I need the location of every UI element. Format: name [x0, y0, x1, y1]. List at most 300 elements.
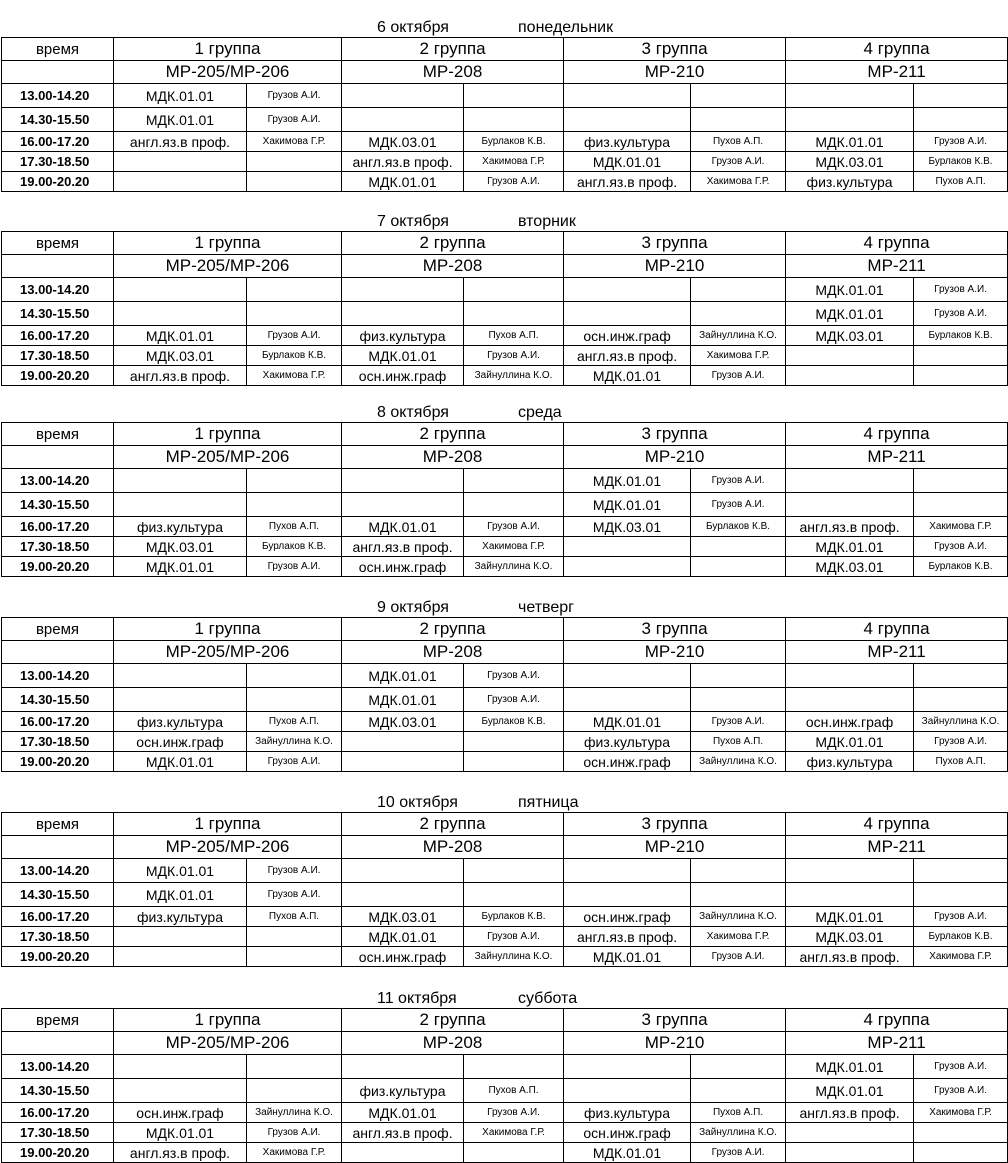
subject-cell: осн.инж.граф — [786, 712, 914, 732]
group-header-row — [2, 1009, 1008, 1032]
time-slot: 14.30-15.50 — [2, 108, 114, 132]
subject-cell: физ.культура — [114, 712, 247, 732]
teacher-cell: Хакимова Г.Р. — [914, 1103, 1008, 1123]
teacher-cell: Хакимова Г.Р. — [247, 132, 342, 152]
subject-cell: МДК.03.01 — [114, 346, 247, 366]
teacher-cell — [914, 346, 1008, 366]
subject-cell: МДК.01.01 — [786, 278, 914, 302]
table-row — [2, 947, 1008, 967]
time-slot: 13.00-14.20 — [2, 1055, 114, 1079]
teacher-cell: Бурлаков К.В. — [914, 152, 1008, 172]
group-code: МР-208 — [342, 641, 564, 664]
table-row — [2, 664, 1008, 688]
subject-cell: МДК.01.01 — [564, 947, 691, 967]
teacher-cell: Грузов А.И. — [691, 152, 786, 172]
day-weekday: пятница — [518, 794, 579, 811]
group-header: 1 группа — [114, 232, 342, 255]
empty-cell — [2, 1032, 114, 1055]
teacher-cell — [247, 664, 342, 688]
table-row — [2, 732, 1008, 752]
teacher-cell — [691, 1079, 786, 1103]
subject-cell — [114, 278, 247, 302]
subject-cell — [342, 859, 464, 883]
group-code: МР-205/МР-206 — [114, 255, 342, 278]
subject-cell: МДК.01.01 — [564, 469, 691, 493]
table-row — [2, 132, 1008, 152]
subject-cell — [114, 947, 247, 967]
schedule-table — [1, 812, 1008, 967]
teacher-cell: Грузов А.И. — [464, 172, 564, 192]
teacher-cell: Зайнуллина К.О. — [691, 326, 786, 346]
day-title — [0, 792, 1008, 814]
teacher-cell — [691, 278, 786, 302]
teacher-cell — [464, 108, 564, 132]
time-slot: 14.30-15.50 — [2, 883, 114, 907]
group-code: МР-205/МР-206 — [114, 641, 342, 664]
empty-cell — [2, 255, 114, 278]
teacher-cell: Хакимова Г.Р. — [464, 1123, 564, 1143]
subject-cell — [564, 84, 691, 108]
empty-cell — [2, 836, 114, 859]
group-header: 3 группа — [564, 423, 786, 446]
teacher-cell — [914, 84, 1008, 108]
subject-cell: МДК.01.01 — [114, 108, 247, 132]
teacher-cell: Бурлаков К.В. — [464, 907, 564, 927]
subject-cell — [564, 537, 691, 557]
group-code: МР-211 — [786, 641, 1008, 664]
day-weekday: суббота — [518, 990, 578, 1007]
teacher-cell: Хакимова Г.Р. — [914, 947, 1008, 967]
group-header: 1 группа — [114, 38, 342, 61]
subject-cell — [564, 557, 691, 577]
teacher-cell: Пухов А.П. — [247, 517, 342, 537]
subject-cell: МДК.03.01 — [342, 907, 464, 927]
subject-cell — [564, 278, 691, 302]
teacher-cell — [691, 302, 786, 326]
subject-cell: МДК.01.01 — [114, 326, 247, 346]
day-date: 9 октября — [377, 599, 449, 616]
teacher-cell — [691, 1055, 786, 1079]
day-date: 10 октября — [377, 794, 458, 811]
teacher-cell — [464, 84, 564, 108]
time-slot: 19.00-20.20 — [2, 1143, 114, 1163]
subject-cell: МДК.03.01 — [786, 326, 914, 346]
teacher-cell: Бурлаков К.В. — [691, 517, 786, 537]
subject-cell: осн.инж.граф — [342, 947, 464, 967]
subject-cell: англ.яз.в проф. — [564, 346, 691, 366]
subject-cell: физ.культура — [786, 172, 914, 192]
group-code: МР-208 — [342, 61, 564, 84]
time-slot: 13.00-14.20 — [2, 469, 114, 493]
group-code-row — [2, 836, 1008, 859]
subject-cell: осн.инж.граф — [342, 557, 464, 577]
group-code-row — [2, 1032, 1008, 1055]
teacher-cell — [464, 883, 564, 907]
teacher-cell: Грузов А.И. — [914, 302, 1008, 326]
teacher-cell: Хакимова Г.Р. — [691, 346, 786, 366]
subject-cell: осн.инж.граф — [564, 752, 691, 772]
table-row — [2, 152, 1008, 172]
subject-cell — [114, 664, 247, 688]
subject-cell — [786, 1123, 914, 1143]
group-header: 4 группа — [786, 232, 1008, 255]
subject-cell: англ.яз.в проф. — [114, 1143, 247, 1163]
teacher-cell: Грузов А.И. — [691, 493, 786, 517]
subject-cell — [114, 172, 247, 192]
table-row — [2, 326, 1008, 346]
teacher-cell — [914, 366, 1008, 386]
group-code: МР-211 — [786, 61, 1008, 84]
subject-cell: физ.культура — [564, 1103, 691, 1123]
group-code: МР-205/МР-206 — [114, 1032, 342, 1055]
group-header: 3 группа — [564, 38, 786, 61]
teacher-cell — [247, 1079, 342, 1103]
schedule-table — [1, 1008, 1008, 1163]
teacher-cell: Хакимова Г.Р. — [247, 366, 342, 386]
subject-cell: англ.яз.в проф. — [564, 927, 691, 947]
subject-cell — [786, 493, 914, 517]
table-row — [2, 366, 1008, 386]
teacher-cell — [247, 688, 342, 712]
teacher-cell: Хакимова Г.Р. — [464, 537, 564, 557]
group-code: МР-210 — [564, 61, 786, 84]
subject-cell: англ.яз.в проф. — [114, 366, 247, 386]
day-title — [0, 17, 1008, 39]
table-row — [2, 1079, 1008, 1103]
group-code: МР-211 — [786, 446, 1008, 469]
teacher-cell: Грузов А.И. — [247, 84, 342, 108]
teacher-cell — [247, 1055, 342, 1079]
teacher-cell: Грузов А.И. — [914, 1055, 1008, 1079]
day-date: 6 октября — [377, 19, 449, 36]
subject-cell: МДК.01.01 — [114, 752, 247, 772]
subject-cell — [786, 346, 914, 366]
teacher-cell — [691, 883, 786, 907]
subject-cell: англ.яз.в проф. — [786, 517, 914, 537]
time-slot: 19.00-20.20 — [2, 752, 114, 772]
table-row — [2, 108, 1008, 132]
subject-cell — [342, 883, 464, 907]
teacher-cell: Хакимова Г.Р. — [247, 1143, 342, 1163]
subject-cell: физ.культура — [342, 1079, 464, 1103]
teacher-cell: Пухов А.П. — [691, 732, 786, 752]
subject-cell: МДК.01.01 — [786, 732, 914, 752]
day-title — [0, 211, 1008, 233]
group-header: 2 группа — [342, 38, 564, 61]
table-row — [2, 278, 1008, 302]
group-header: 2 группа — [342, 1009, 564, 1032]
subject-cell — [786, 664, 914, 688]
day-weekday: четверг — [518, 599, 574, 616]
teacher-cell — [464, 493, 564, 517]
teacher-cell: Бурлаков К.В. — [464, 132, 564, 152]
subject-cell: МДК.01.01 — [564, 152, 691, 172]
subject-cell: МДК.01.01 — [342, 517, 464, 537]
teacher-cell — [464, 1143, 564, 1163]
teacher-cell: Бурлаков К.В. — [914, 927, 1008, 947]
teacher-cell: Бурлаков К.В. — [914, 326, 1008, 346]
time-slot: 17.30-18.50 — [2, 732, 114, 752]
schedule-table — [1, 37, 1008, 192]
subject-cell: осн.инж.граф — [114, 1103, 247, 1123]
subject-cell — [564, 302, 691, 326]
teacher-cell — [247, 927, 342, 947]
group-code: МР-208 — [342, 255, 564, 278]
group-code: МР-208 — [342, 836, 564, 859]
subject-cell — [114, 1055, 247, 1079]
group-code: МР-210 — [564, 446, 786, 469]
time-slot: 14.30-15.50 — [2, 493, 114, 517]
subject-cell: англ.яз.в проф. — [342, 152, 464, 172]
group-header: 1 группа — [114, 618, 342, 641]
subject-cell — [564, 664, 691, 688]
subject-cell: МДК.01.01 — [114, 84, 247, 108]
teacher-cell: Зайнуллина К.О. — [691, 907, 786, 927]
group-code: МР-211 — [786, 836, 1008, 859]
teacher-cell: Грузов А.И. — [691, 366, 786, 386]
subject-cell: МДК.03.01 — [342, 712, 464, 732]
subject-cell — [786, 366, 914, 386]
table-row — [2, 537, 1008, 557]
group-header: 1 группа — [114, 813, 342, 836]
teacher-cell: Грузов А.И. — [914, 1079, 1008, 1103]
teacher-cell — [914, 469, 1008, 493]
teacher-cell — [464, 859, 564, 883]
table-row — [2, 1055, 1008, 1079]
teacher-cell — [914, 1123, 1008, 1143]
time-column-header: время — [2, 38, 114, 61]
table-row — [2, 302, 1008, 326]
teacher-cell: Зайнуллина К.О. — [464, 366, 564, 386]
subject-cell: физ.культура — [114, 907, 247, 927]
teacher-cell: Грузов А.И. — [914, 537, 1008, 557]
group-code-row — [2, 61, 1008, 84]
time-slot: 16.00-17.20 — [2, 517, 114, 537]
table-row — [2, 907, 1008, 927]
teacher-cell: Грузов А.И. — [691, 1143, 786, 1163]
group-header-row — [2, 38, 1008, 61]
teacher-cell: Грузов А.И. — [691, 712, 786, 732]
group-header-row — [2, 423, 1008, 446]
time-slot: 14.30-15.50 — [2, 302, 114, 326]
day-date: 7 октября — [377, 213, 449, 230]
time-column-header: время — [2, 232, 114, 255]
teacher-cell: Грузов А.И. — [247, 883, 342, 907]
subject-cell: МДК.01.01 — [342, 1103, 464, 1123]
empty-cell — [2, 641, 114, 664]
teacher-cell: Грузов А.И. — [247, 108, 342, 132]
teacher-cell: Зайнуллина К.О. — [247, 732, 342, 752]
subject-cell — [786, 84, 914, 108]
subject-cell: МДК.01.01 — [342, 688, 464, 712]
table-row — [2, 493, 1008, 517]
group-header: 4 группа — [786, 1009, 1008, 1032]
time-slot: 16.00-17.20 — [2, 907, 114, 927]
day-title — [0, 597, 1008, 619]
teacher-cell: Пухов А.П. — [464, 326, 564, 346]
subject-cell: физ.культура — [564, 732, 691, 752]
subject-cell: МДК.01.01 — [114, 1123, 247, 1143]
teacher-cell: Бурлаков К.В. — [247, 537, 342, 557]
subject-cell — [114, 493, 247, 517]
group-header: 2 группа — [342, 232, 564, 255]
time-column-header: время — [2, 1009, 114, 1032]
time-slot: 13.00-14.20 — [2, 84, 114, 108]
day-date: 11 октября — [377, 990, 457, 1007]
table-row — [2, 688, 1008, 712]
group-code-row — [2, 255, 1008, 278]
subject-cell — [342, 1143, 464, 1163]
subject-cell: МДК.01.01 — [564, 1143, 691, 1163]
group-code: МР-210 — [564, 641, 786, 664]
teacher-cell — [464, 1055, 564, 1079]
subject-cell — [114, 1079, 247, 1103]
teacher-cell: Бурлаков К.В. — [247, 346, 342, 366]
table-row — [2, 883, 1008, 907]
group-code: МР-211 — [786, 255, 1008, 278]
group-code: МР-210 — [564, 1032, 786, 1055]
subject-cell — [342, 278, 464, 302]
subject-cell: англ.яз.в проф. — [342, 537, 464, 557]
subject-cell: МДК.03.01 — [114, 537, 247, 557]
subject-cell: МДК.03.01 — [786, 152, 914, 172]
teacher-cell: Грузов А.И. — [914, 132, 1008, 152]
subject-cell: МДК.01.01 — [786, 302, 914, 326]
group-header-row — [2, 618, 1008, 641]
subject-cell: МДК.01.01 — [564, 366, 691, 386]
teacher-cell — [464, 469, 564, 493]
table-row — [2, 469, 1008, 493]
time-slot: 17.30-18.50 — [2, 152, 114, 172]
subject-cell — [564, 859, 691, 883]
group-code: МР-208 — [342, 1032, 564, 1055]
subject-cell — [564, 1055, 691, 1079]
time-slot: 17.30-18.50 — [2, 537, 114, 557]
time-slot: 17.30-18.50 — [2, 927, 114, 947]
group-code: МР-205/МР-206 — [114, 61, 342, 84]
teacher-cell: Грузов А.И. — [691, 469, 786, 493]
subject-cell: МДК.03.01 — [786, 927, 914, 947]
teacher-cell — [691, 84, 786, 108]
table-row — [2, 927, 1008, 947]
table-row — [2, 517, 1008, 537]
time-slot: 16.00-17.20 — [2, 712, 114, 732]
subject-cell: осн.инж.граф — [564, 907, 691, 927]
subject-cell: физ.культура — [342, 326, 464, 346]
day-weekday: понедельник — [518, 19, 614, 36]
subject-cell: осн.инж.граф — [342, 366, 464, 386]
group-header: 3 группа — [564, 813, 786, 836]
teacher-cell: Бурлаков К.В. — [464, 712, 564, 732]
group-header: 4 группа — [786, 38, 1008, 61]
subject-cell: осн.инж.граф — [564, 326, 691, 346]
group-header: 4 группа — [786, 423, 1008, 446]
group-code: МР-210 — [564, 255, 786, 278]
group-header: 2 группа — [342, 813, 564, 836]
teacher-cell: Грузов А.И. — [247, 859, 342, 883]
subject-cell: англ.яз.в проф. — [342, 1123, 464, 1143]
teacher-cell: Грузов А.И. — [464, 688, 564, 712]
time-slot: 16.00-17.20 — [2, 1103, 114, 1123]
teacher-cell: Грузов А.И. — [247, 326, 342, 346]
group-header: 3 группа — [564, 232, 786, 255]
subject-cell — [342, 108, 464, 132]
day-date: 8 октября — [377, 404, 449, 421]
subject-cell: МДК.01.01 — [342, 346, 464, 366]
subject-cell: МДК.01.01 — [564, 493, 691, 517]
time-slot: 13.00-14.20 — [2, 664, 114, 688]
group-header: 1 группа — [114, 1009, 342, 1032]
subject-cell — [342, 752, 464, 772]
empty-cell — [2, 446, 114, 469]
teacher-cell — [247, 947, 342, 967]
teacher-cell: Грузов А.И. — [914, 732, 1008, 752]
schedule-table — [1, 422, 1008, 577]
subject-cell: физ.культура — [786, 752, 914, 772]
subject-cell: МДК.03.01 — [564, 517, 691, 537]
subject-cell — [564, 883, 691, 907]
group-header: 2 группа — [342, 618, 564, 641]
teacher-cell: Пухов А.П. — [914, 172, 1008, 192]
subject-cell — [342, 493, 464, 517]
teacher-cell: Зайнуллина К.О. — [247, 1103, 342, 1123]
teacher-cell: Бурлаков К.В. — [914, 557, 1008, 577]
subject-cell: англ.яз.в проф. — [786, 947, 914, 967]
teacher-cell: Грузов А.И. — [464, 1103, 564, 1123]
subject-cell: МДК.03.01 — [786, 557, 914, 577]
day-title — [0, 402, 1008, 424]
group-header: 1 группа — [114, 423, 342, 446]
group-code: МР-205/МР-206 — [114, 446, 342, 469]
subject-cell: англ.яз.в проф. — [786, 1103, 914, 1123]
subject-cell — [342, 469, 464, 493]
subject-cell — [114, 152, 247, 172]
subject-cell: МДК.01.01 — [564, 712, 691, 732]
time-slot: 14.30-15.50 — [2, 1079, 114, 1103]
subject-cell: физ.культура — [564, 132, 691, 152]
teacher-cell — [464, 732, 564, 752]
schedule-table — [1, 231, 1008, 386]
time-slot: 17.30-18.50 — [2, 346, 114, 366]
time-column-header: время — [2, 423, 114, 446]
teacher-cell — [464, 278, 564, 302]
subject-cell: МДК.01.01 — [786, 537, 914, 557]
teacher-cell: Грузов А.И. — [464, 927, 564, 947]
teacher-cell: Грузов А.И. — [247, 557, 342, 577]
time-slot: 13.00-14.20 — [2, 278, 114, 302]
subject-cell — [342, 302, 464, 326]
group-header: 2 группа — [342, 423, 564, 446]
teacher-cell: Пухов А.П. — [691, 1103, 786, 1123]
time-column-header: время — [2, 813, 114, 836]
subject-cell: осн.инж.граф — [564, 1123, 691, 1143]
group-header: 3 группа — [564, 618, 786, 641]
teacher-cell — [247, 302, 342, 326]
group-header-row — [2, 232, 1008, 255]
time-slot: 16.00-17.20 — [2, 326, 114, 346]
teacher-cell: Хакимова Г.Р. — [691, 172, 786, 192]
teacher-cell: Грузов А.И. — [691, 947, 786, 967]
subject-cell: МДК.03.01 — [342, 132, 464, 152]
time-slot: 17.30-18.50 — [2, 1123, 114, 1143]
time-slot: 14.30-15.50 — [2, 688, 114, 712]
teacher-cell: Пухов А.П. — [247, 907, 342, 927]
subject-cell — [342, 732, 464, 752]
subject-cell — [786, 688, 914, 712]
teacher-cell: Пухов А.П. — [464, 1079, 564, 1103]
subject-cell: МДК.01.01 — [342, 172, 464, 192]
teacher-cell — [247, 278, 342, 302]
